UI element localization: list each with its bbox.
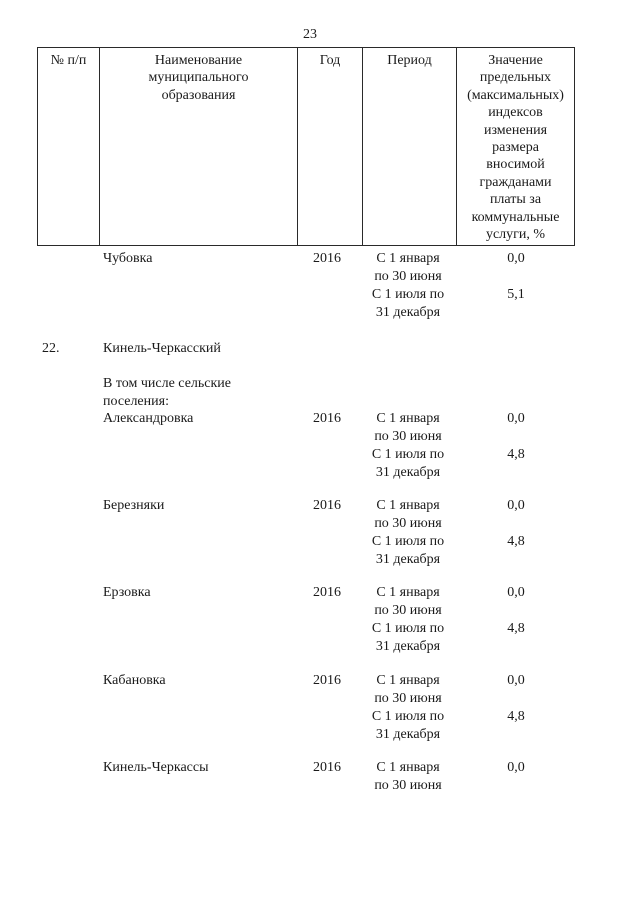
municipality-name: Чубовка (103, 251, 153, 266)
year-cell: 2016 (313, 251, 341, 266)
settlement-name: Кабановка (103, 673, 166, 688)
row-number: 22. (42, 341, 60, 356)
settlement-name: Кинель-Черкассы (103, 760, 209, 775)
period-cell: С 1 июля по 31 декабря (371, 287, 445, 320)
district-subtitle: В том числе сельские поселения: (103, 376, 232, 409)
settlement-name: Ерзовка (103, 585, 151, 600)
header-value: Значение предельных (максимальных) индексов изменения размера вносимой гражданами платы за коммунальные услуги, % (467, 53, 564, 243)
period-cell: С 1 января по 30 июня (374, 411, 442, 444)
value-cell: 4,8 (507, 447, 525, 462)
period-cell: С 1 января по 30 июня (374, 673, 442, 706)
value-cell: 0,0 (507, 585, 525, 600)
value-cell: 5,1 (507, 287, 525, 302)
year-cell: 2016 (313, 411, 341, 426)
value-cell: 0,0 (507, 411, 525, 426)
settlement-name: Березняки (103, 498, 165, 513)
header-period: Период (363, 48, 457, 245)
period-cell: С 1 января по 30 июня (374, 251, 442, 284)
header-num: № п/п (38, 48, 100, 245)
value-cell: 4,8 (507, 621, 525, 636)
header-name: Наименование муниципального образования (100, 48, 298, 245)
header-year: Год (298, 48, 363, 245)
value-cell: 0,0 (507, 498, 525, 513)
table-header (37, 47, 575, 246)
period-cell: С 1 января по 30 июня (374, 760, 442, 793)
period-cell: С 1 июля по 31 декабря (371, 621, 445, 654)
value-cell: 0,0 (507, 760, 525, 775)
district-name: Кинель-Черкасский (103, 341, 221, 356)
period-cell: С 1 января по 30 июня (374, 585, 442, 618)
period-cell: С 1 июля по 31 декабря (371, 709, 445, 742)
value-cell: 0,0 (507, 673, 525, 688)
year-cell: 2016 (313, 673, 341, 688)
settlement-name: Александровка (103, 411, 194, 426)
year-cell: 2016 (313, 585, 341, 600)
value-cell: 0,0 (507, 251, 525, 266)
period-cell: С 1 января по 30 июня (374, 498, 442, 531)
value-cell: 4,8 (507, 534, 525, 549)
page-number: 23 (303, 27, 317, 42)
year-cell: 2016 (313, 498, 341, 513)
value-cell: 4,8 (507, 709, 525, 724)
period-cell: С 1 июля по 31 декабря (371, 447, 445, 480)
year-cell: 2016 (313, 760, 341, 775)
period-cell: С 1 июля по 31 декабря (371, 534, 445, 567)
